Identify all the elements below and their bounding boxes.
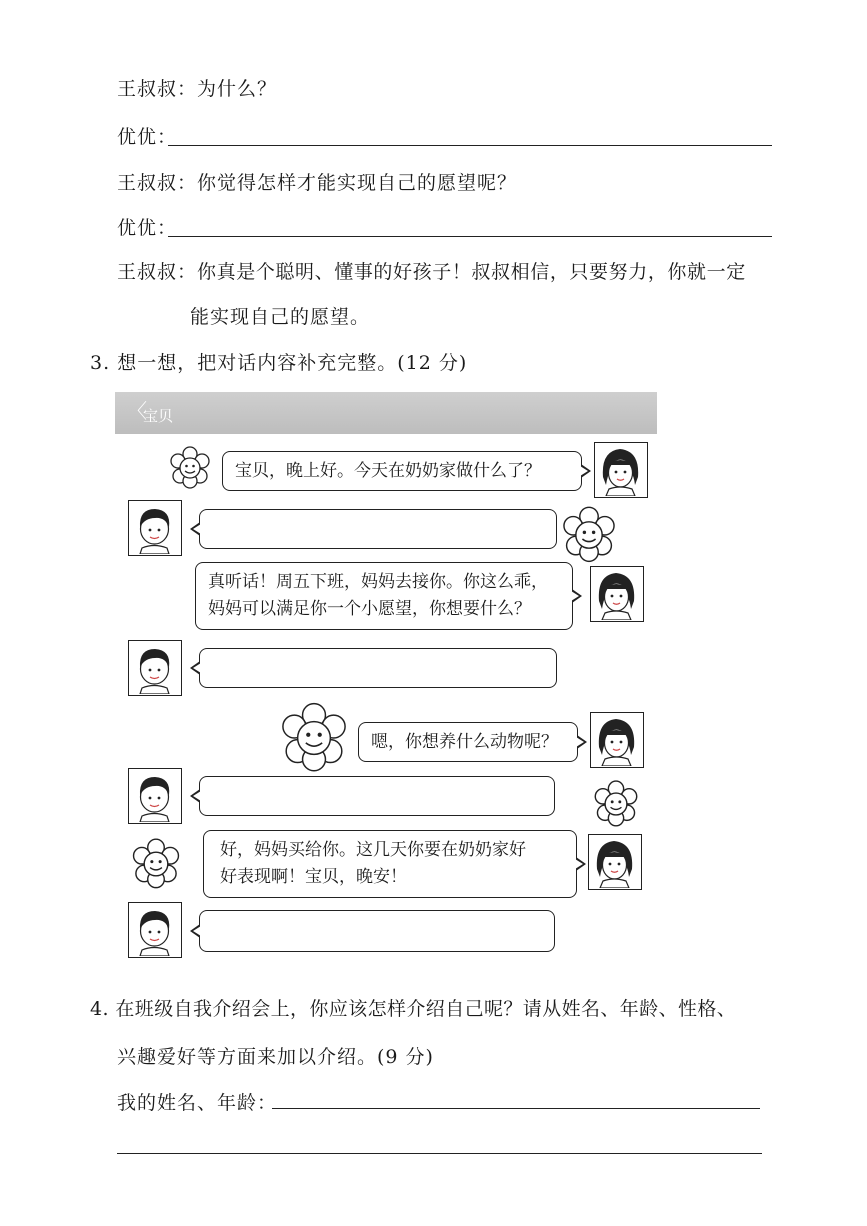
flower-icon bbox=[278, 702, 350, 774]
question-4 bbox=[90, 994, 736, 1021]
girl-avatar-icon bbox=[595, 443, 646, 496]
speaker-wang: 王叔叔 bbox=[117, 261, 178, 283]
flower-icon bbox=[560, 506, 618, 564]
avatar-mom bbox=[588, 834, 642, 890]
speaker-youyou: 优优 bbox=[117, 126, 158, 148]
avatar-mom bbox=[590, 712, 644, 768]
field-label-name-age: 我的姓名、年龄： bbox=[117, 1092, 278, 1114]
avatar-mom bbox=[594, 442, 648, 498]
question-number: 4. bbox=[90, 998, 109, 1020]
chevron-left-icon[interactable]: 〈 bbox=[127, 399, 147, 423]
chat-title: 宝贝 bbox=[143, 407, 174, 425]
question-text: 在班级自我介绍会上，你应该怎样介绍自己呢？请从姓名、年龄、性格、 bbox=[115, 998, 737, 1020]
flower-icon bbox=[168, 446, 212, 490]
chat-message-mom-3: 嗯，你想养什么动物呢？ bbox=[358, 722, 578, 762]
answer-line-youyou-1[interactable] bbox=[168, 145, 772, 146]
answer-line-name-age[interactable] bbox=[272, 1108, 760, 1109]
question-4-cont: 兴趣爱好等方面来加以介绍。(9 分) bbox=[117, 1046, 434, 1068]
speaker-youyou: 优优 bbox=[117, 217, 158, 239]
chat-answer-box-2[interactable] bbox=[199, 648, 557, 688]
boy-avatar-icon bbox=[129, 903, 180, 956]
avatar-boy bbox=[128, 640, 182, 696]
avatar-boy bbox=[128, 902, 182, 958]
boy-avatar-icon bbox=[129, 501, 180, 554]
dialogue-line-2: 优优： bbox=[117, 126, 178, 148]
chat-answer-box-4[interactable] bbox=[199, 910, 555, 952]
speaker-wang: 王叔叔 bbox=[117, 78, 178, 100]
dialogue-text: 你真是个聪明、懂事的好孩子！叔叔相信，只要努力，你就一定 bbox=[197, 261, 746, 283]
dialogue-text: 为什么？ bbox=[197, 78, 278, 100]
girl-avatar-icon bbox=[589, 835, 640, 888]
chat-answer-box-3[interactable] bbox=[199, 776, 555, 816]
answer-line-extra[interactable] bbox=[117, 1153, 762, 1154]
dialogue-line-3: 王叔叔：你觉得怎样才能实现自己的愿望呢？ bbox=[117, 172, 518, 194]
dialogue-text: 你觉得怎样才能实现自己的愿望呢？ bbox=[197, 172, 518, 194]
chat-answer-box-1[interactable] bbox=[199, 509, 557, 549]
dialogue-line-4: 优优： bbox=[117, 217, 178, 239]
question-number: 3. bbox=[90, 352, 111, 374]
girl-avatar-icon bbox=[591, 713, 642, 766]
boy-avatar-icon bbox=[129, 641, 180, 694]
chat-message-mom-4: 好，妈妈买给你。这几天你要在奶奶家好 好表现啊！宝贝，晚安！ bbox=[203, 830, 577, 898]
speaker-wang: 王叔叔 bbox=[117, 172, 178, 194]
chat-message-mom-2: 真听话！周五下班，妈妈去接你。你这么乖， 妈妈可以满足你一个小愿望，你想要什么？ bbox=[195, 562, 573, 630]
avatar-boy bbox=[128, 500, 182, 556]
avatar-boy bbox=[128, 768, 182, 824]
question-3 bbox=[90, 348, 467, 375]
avatar-mom bbox=[590, 566, 644, 622]
girl-avatar-icon bbox=[591, 567, 642, 620]
flower-icon bbox=[592, 780, 640, 828]
question-text: 想一想，把对话内容补充完整。(12 分) bbox=[117, 352, 468, 374]
boy-avatar-icon bbox=[129, 769, 180, 822]
flower-icon bbox=[130, 838, 182, 890]
chat-header bbox=[115, 392, 657, 434]
dialogue-line-5-cont: 能实现自己的愿望。 bbox=[190, 306, 371, 328]
dialogue-line-5: 王叔叔：你真是个聪明、懂事的好孩子！叔叔相信，只要努力，你就一定 bbox=[117, 261, 746, 283]
answer-line-youyou-2[interactable] bbox=[168, 236, 772, 237]
dialogue-line-1: 王叔叔：为什么？ bbox=[117, 78, 278, 100]
chat-message-mom-1: 宝贝，晚上好。今天在奶奶家做什么了？ bbox=[222, 451, 582, 491]
